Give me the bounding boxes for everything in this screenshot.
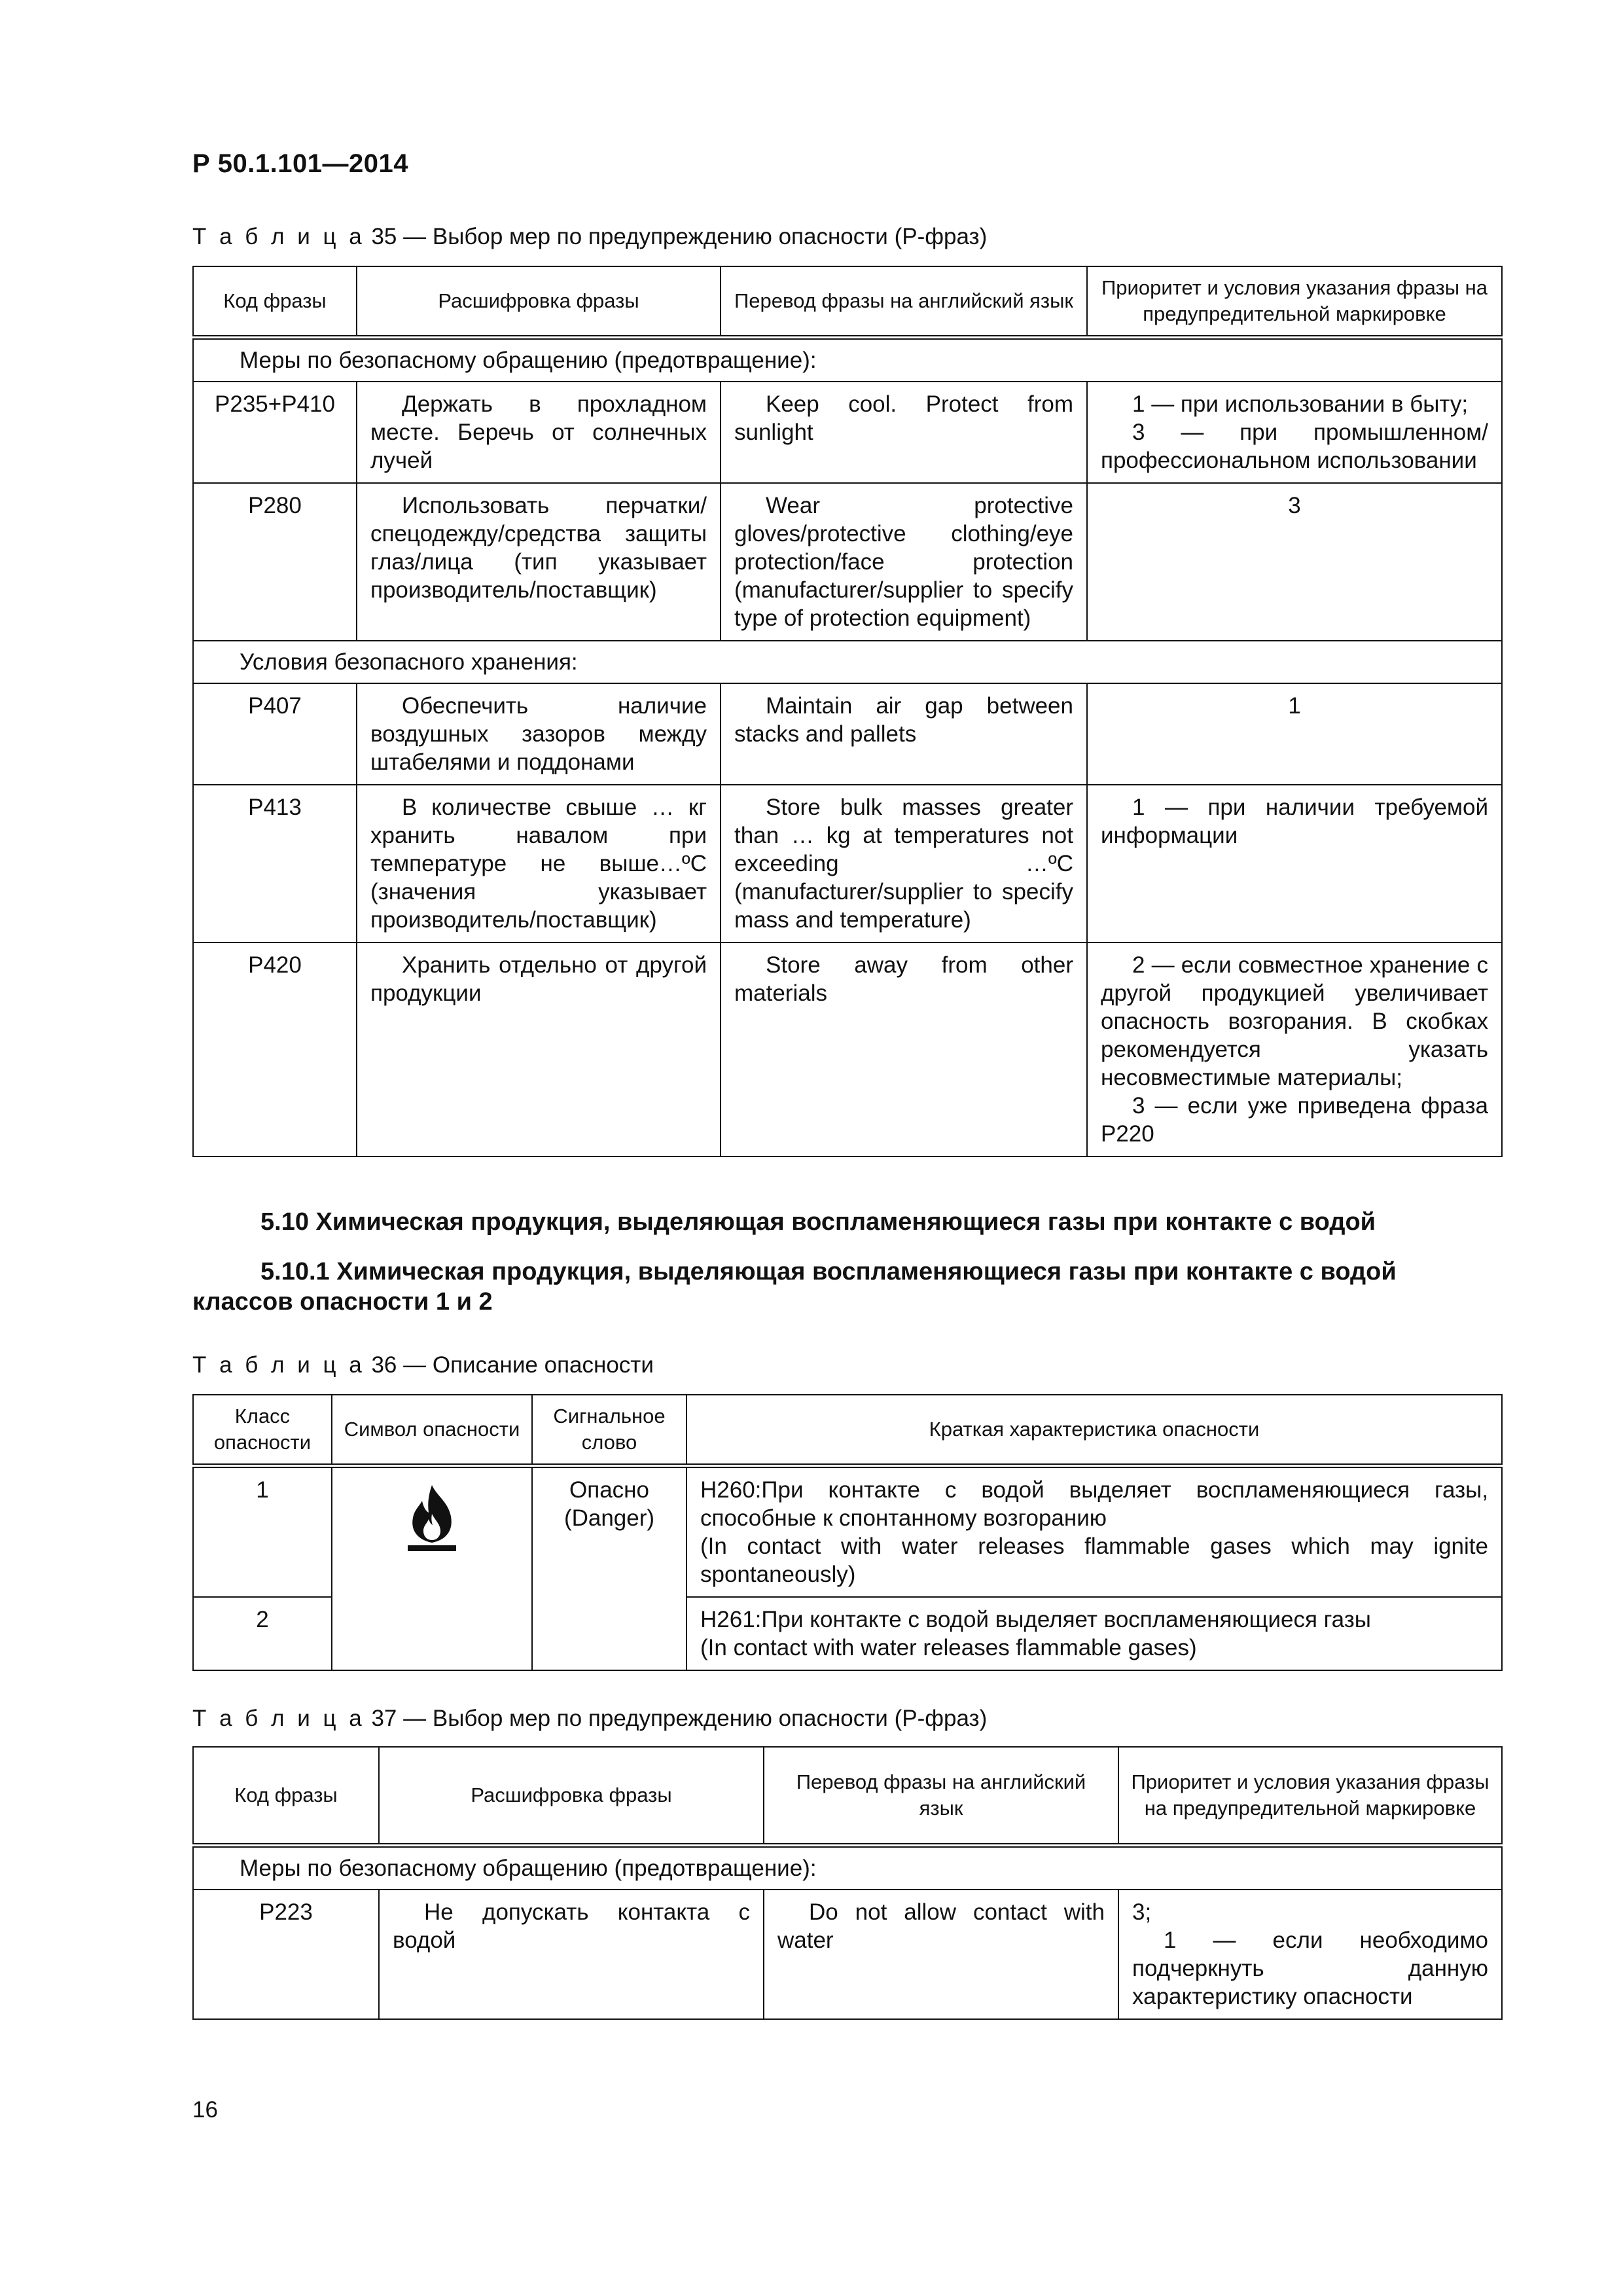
table-row	[193, 942, 1502, 1157]
header-translation: Перевод фразы на английский язык	[764, 1747, 1118, 1845]
hazard-class: 1	[193, 1465, 332, 1597]
hazard-text-en: (In contact with water releases flammable gases which may ignite spontaneously)	[700, 1533, 1488, 1587]
phrase-en: Store bulk masses greater than … kg at temperatures not exceeding …ºC (manufacturer/supplier to specify mass and temperature)	[721, 785, 1087, 942]
table-36	[192, 1394, 1503, 1671]
phrase-ru: Хранить отдельно от другой продукции	[357, 942, 721, 1157]
phrase-ru: Обеспечить наличие воздушных зазоров между штабелями и поддонами	[357, 683, 721, 785]
phrase-code: Р413	[193, 785, 357, 942]
section-5-10-heading: 5.10 Химическая продукция, выделяющая воспламеняющиеся газы при контакте с водой	[260, 1208, 1376, 1236]
phrase-en: Keep cool. Protect from sunlight	[721, 382, 1087, 483]
signal-word: Опасно (Danger)	[532, 1465, 687, 1670]
table-36-caption	[192, 1352, 654, 1378]
page-number: 16	[192, 2097, 218, 2123]
group-row-storage: Условия безопасного хранения:	[193, 641, 1502, 683]
hazard-text-en: (In contact with water releases flammable gases)	[700, 1634, 1197, 1660]
document-code: Р 50.1.101—2014	[192, 149, 408, 178]
header-hazard-class: Класс опасности	[193, 1395, 332, 1465]
priority-line: 1 — при использовании в быту;	[1132, 391, 1469, 417]
header-code: Код фразы	[193, 266, 357, 337]
hazard-class: 2	[193, 1597, 332, 1670]
phrase-ru: Не допускать контакта с водой	[379, 1890, 764, 2019]
group-row-handling: Меры по безопасному обращению (предотвращение):	[193, 1845, 1502, 1890]
header-hazard-description: Краткая характеристика опасности	[687, 1395, 1502, 1465]
section-5-10-1-heading: 5.10.1 Химическая продукция, выделяющая воспламеняющиеся газы при контакте с водой классов опасности 1 и 2	[192, 1258, 1397, 1316]
phrase-priority: 3	[1087, 483, 1502, 641]
table-row	[193, 1890, 1502, 2019]
flame-pictogram-icon	[402, 1484, 461, 1553]
priority-line: 3 — если уже приведена фраза Р220	[1101, 1092, 1488, 1147]
header-decoding: Расшифровка фразы	[357, 266, 721, 337]
priority-line: 1 — если необходимо подчеркнуть данную характеристику опасности	[1132, 1927, 1488, 2009]
table-caption-prefix: Т а б л и ц а	[192, 1706, 365, 1731]
phrase-ru: Держать в прохладном месте. Беречь от солнечных лучей	[357, 382, 721, 483]
table-caption-text: 36 — Описание опасности	[371, 1352, 654, 1378]
table-35-caption	[192, 224, 987, 250]
header-signal-word: Сигнальное слово	[532, 1395, 687, 1465]
table-caption-prefix: Т а б л и ц а	[192, 224, 365, 249]
group-row-handling: Меры по безопасному обращению (предотвращение):	[193, 337, 1502, 382]
table-37-caption	[192, 1706, 987, 1732]
phrase-code: Р407	[193, 683, 357, 785]
table-row	[193, 683, 1502, 785]
phrase-priority	[1118, 1890, 1502, 2019]
hazard-description	[687, 1465, 1502, 1597]
header-translation: Перевод фразы на английский язык	[721, 266, 1087, 337]
hazard-description	[687, 1597, 1502, 1670]
header-code: Код фразы	[193, 1747, 379, 1845]
table-caption-text: 37 — Выбор мер по предупреждению опасности (Р-фраз)	[371, 1706, 988, 1731]
priority-line: 3;	[1132, 1899, 1152, 1925]
priority-line: 2 — если совместное хранение с другой продукцией увеличивает опасность возгорания. В скобках рекомендуется указать несовместимые материалы;	[1101, 952, 1488, 1090]
phrase-priority: 1 — при наличии требуемой информации	[1087, 785, 1502, 942]
phrase-priority	[1087, 942, 1502, 1157]
phrase-priority: 1	[1087, 683, 1502, 785]
header-decoding: Расшифровка фразы	[379, 1747, 764, 1845]
table-row	[193, 382, 1502, 483]
table-caption-prefix: Т а б л и ц а	[192, 1352, 365, 1378]
hazard-text-ru: Н261:При контакте с водой выделяет воспламеняющиеся газы	[700, 1606, 1371, 1632]
hazard-text-ru: Н260:При контакте с водой выделяет воспламеняющиеся газы, способные к спонтанному возгоранию	[700, 1477, 1488, 1531]
hazard-symbol-cell	[332, 1465, 532, 1670]
phrase-ru: Использовать перчатки/спецодежду/средства защиты глаз/лица (тип указывает производитель/поставщик)	[357, 483, 721, 641]
table-row	[193, 483, 1502, 641]
phrase-priority	[1087, 382, 1502, 483]
header-priority: Приоритет и условия указания фразы на предупредительной маркировке	[1087, 266, 1502, 337]
table-35	[192, 266, 1503, 1157]
header-hazard-symbol: Символ опасности	[332, 1395, 532, 1465]
table-row	[193, 1465, 1502, 1597]
priority-line: 3 — при промышленном/профессиональном использовании	[1101, 419, 1488, 473]
phrase-code: Р280	[193, 483, 357, 641]
phrase-en: Wear protective gloves/protective clothing/eye protection/face protection (manufacturer/supplier to specify type of protection equipment)	[721, 483, 1087, 641]
table-37	[192, 1746, 1503, 2020]
header-priority: Приоритет и условия указания фразы на предупредительной маркировке	[1118, 1747, 1502, 1845]
phrase-code: Р235+Р410	[193, 382, 357, 483]
table-caption-text: 35 — Выбор мер по предупреждению опасности (Р-фраз)	[371, 224, 988, 249]
phrase-en: Maintain air gap between stacks and pallets	[721, 683, 1087, 785]
phrase-code: Р420	[193, 942, 357, 1157]
phrase-en: Do not allow contact with water	[764, 1890, 1118, 2019]
table-row	[193, 785, 1502, 942]
phrase-ru: В количестве свыше … кг хранить навалом при температуре не выше…ºС (значения указывает производитель/поставщик)	[357, 785, 721, 942]
phrase-code: Р223	[193, 1890, 379, 2019]
phrase-en: Store away from other materials	[721, 942, 1087, 1157]
